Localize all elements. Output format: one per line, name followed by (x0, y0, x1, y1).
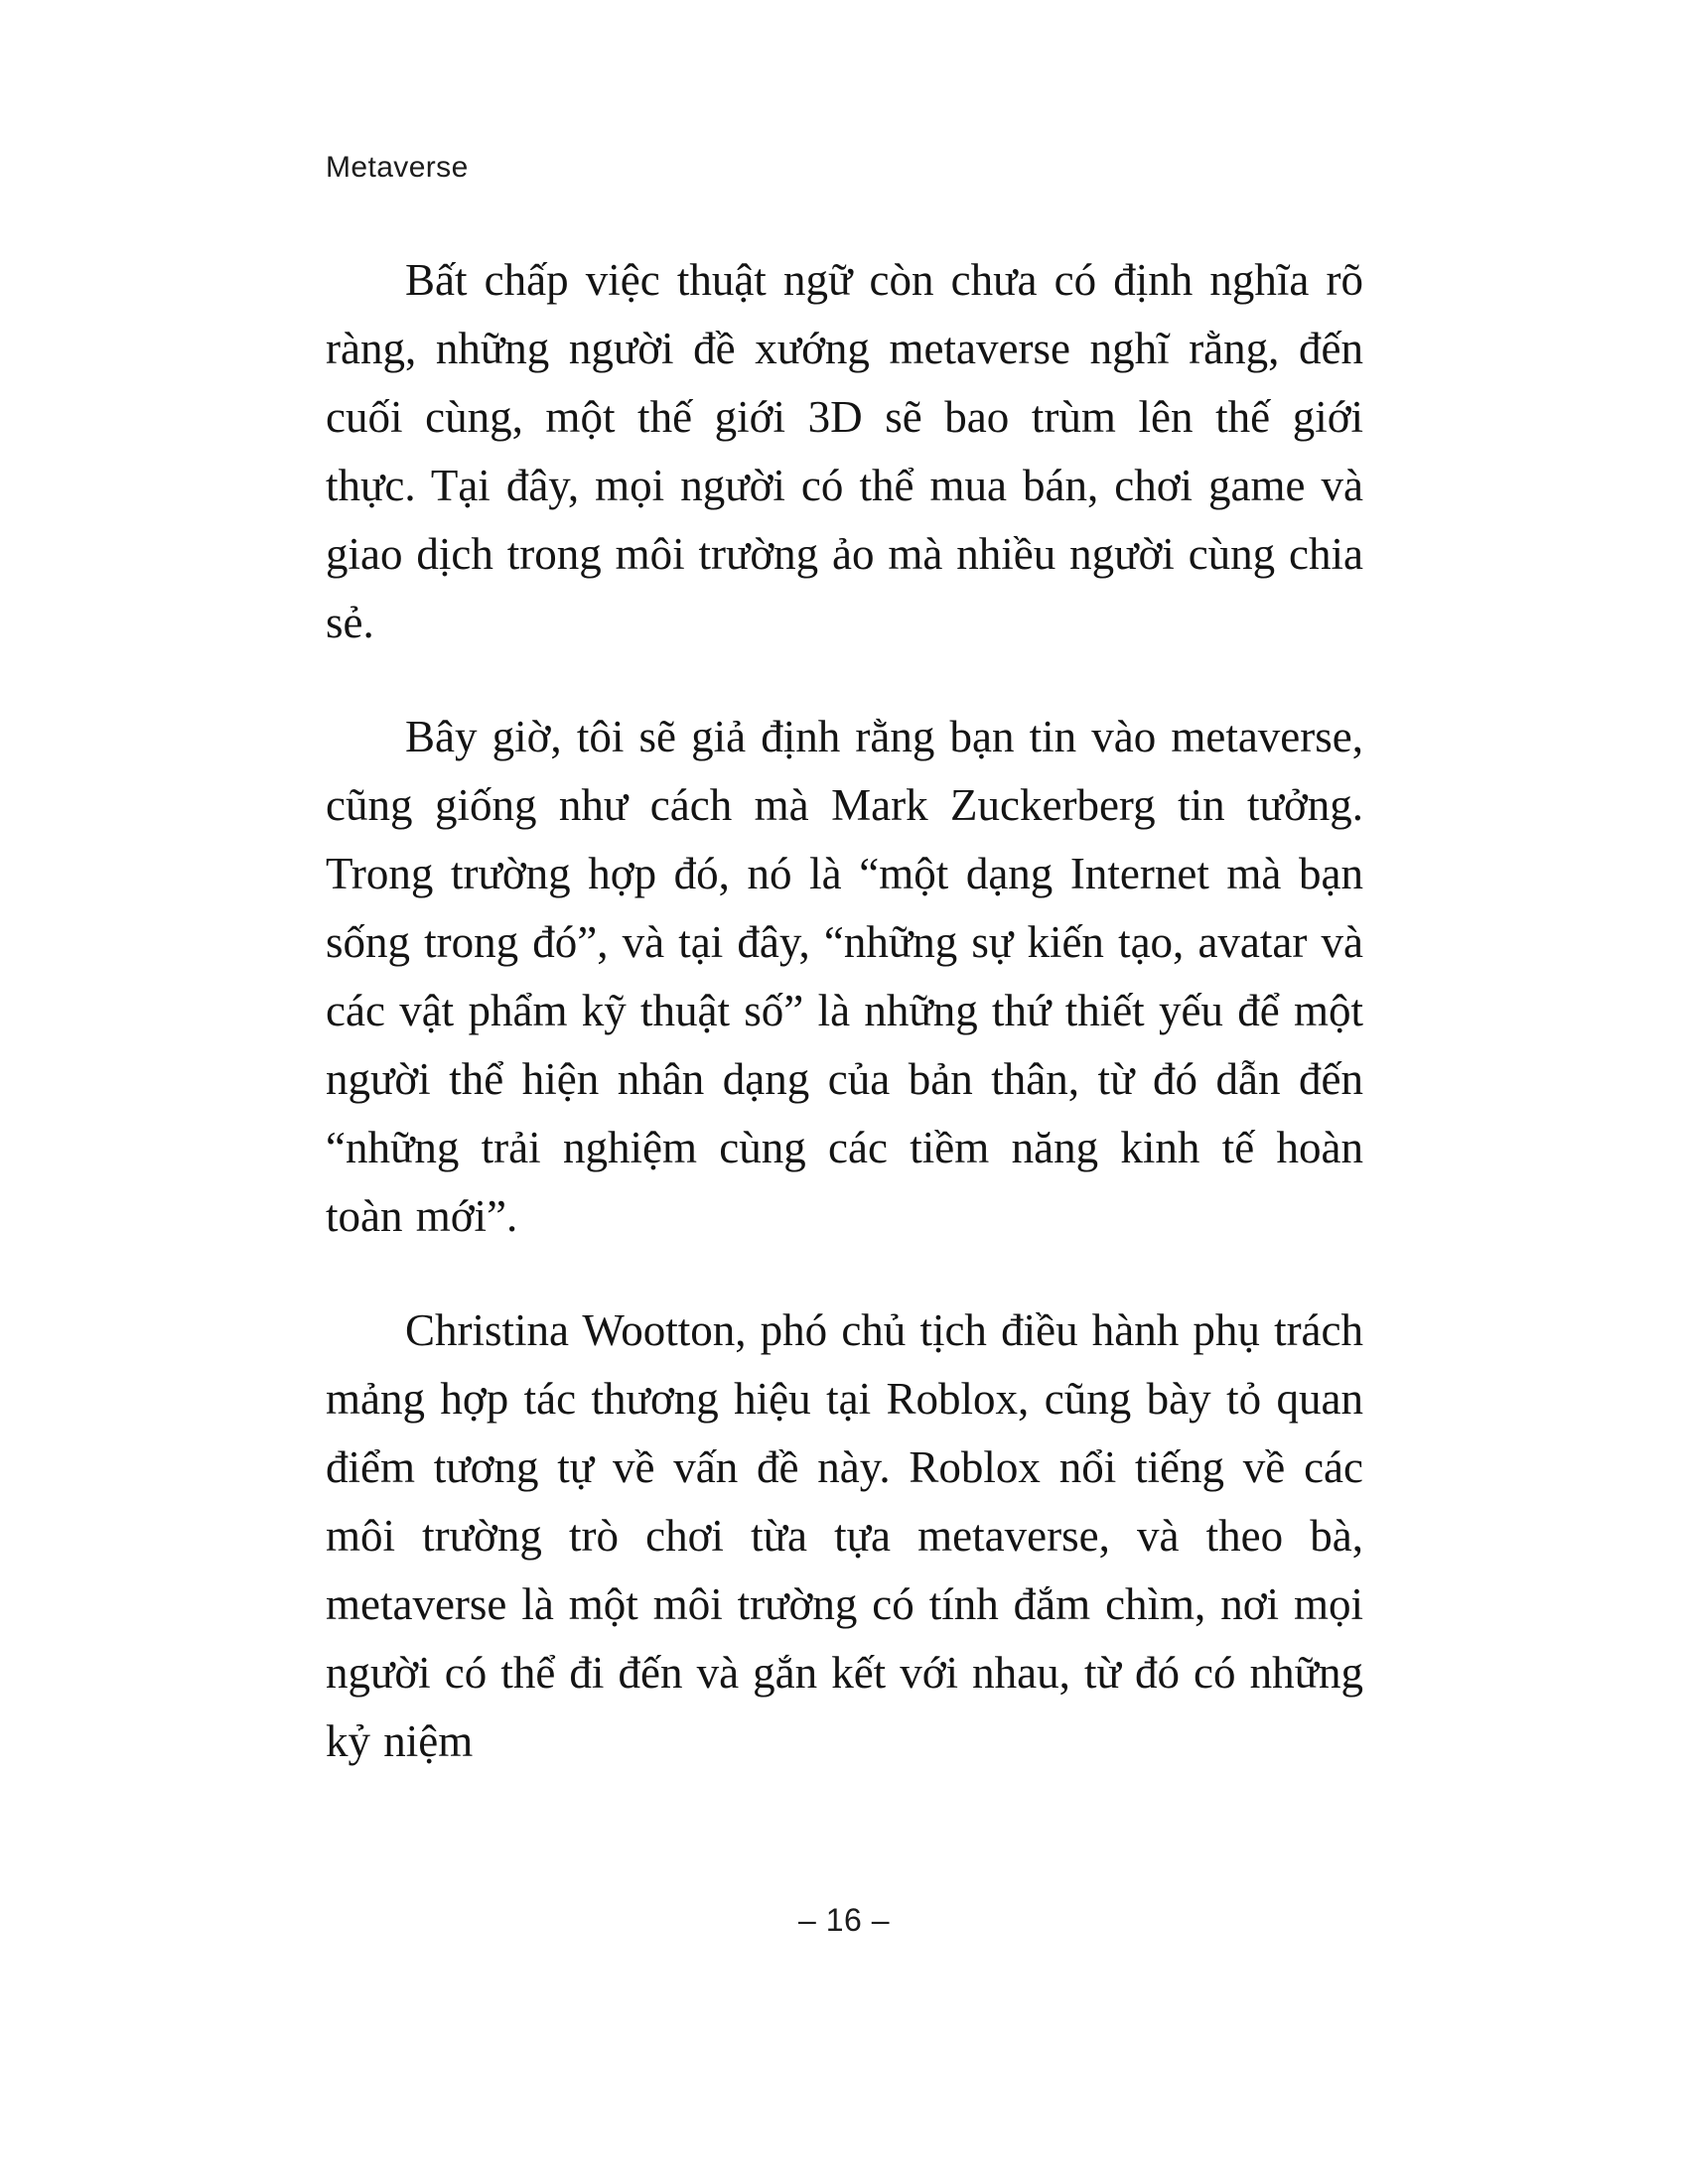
paragraph-2: Bây giờ, tôi sẽ giả định rằng bạn tin vào metaverse, cũng giống như cách mà Mark Zuckerberg tin tưởng. Trong trường hợp đó, nó là “một dạng Internet mà bạn sống trong đó”, và tại đây, “những sự kiến tạo, avatar và các vật phẩm kỹ thuật số” là những thứ thiết yếu để một người thể hiện nhân dạng của bản thân, từ đó dẫn đến “những trải nghiệm cùng các tiềm năng kinh tế hoàn toàn mới”. (326, 712, 1363, 1241)
paragraph-3: Christina Wootton, phó chủ tịch điều hành phụ trách mảng hợp tác thương hiệu tại Roblox, cũng bày tỏ quan điểm tương tự về vấn đề này. Roblox nổi tiếng về các môi trường trò chơi từa tựa metaverse, và theo bà, metaverse là một môi trường có tính đắm chìm, nơi mọi người có thể đi đến và gắn kết với nhau, từ đó có những kỷ niệm (326, 1305, 1363, 1766)
page-body (326, 246, 1363, 1776)
running-header: Metaverse (326, 151, 469, 184)
page-number: – 16 – (798, 1902, 890, 1938)
paragraph-1: Bất chấp việc thuật ngữ còn chưa có định nghĩa rõ ràng, những người đề xướng metaverse nghĩ rằng, đến cuối cùng, một thế giới 3D sẽ bao trùm lên thế giới thực. Tại đây, mọi người có thể mua bán, chơi game và giao dịch trong môi trường ảo mà nhiều người cùng chia sẻ. (326, 255, 1363, 647)
